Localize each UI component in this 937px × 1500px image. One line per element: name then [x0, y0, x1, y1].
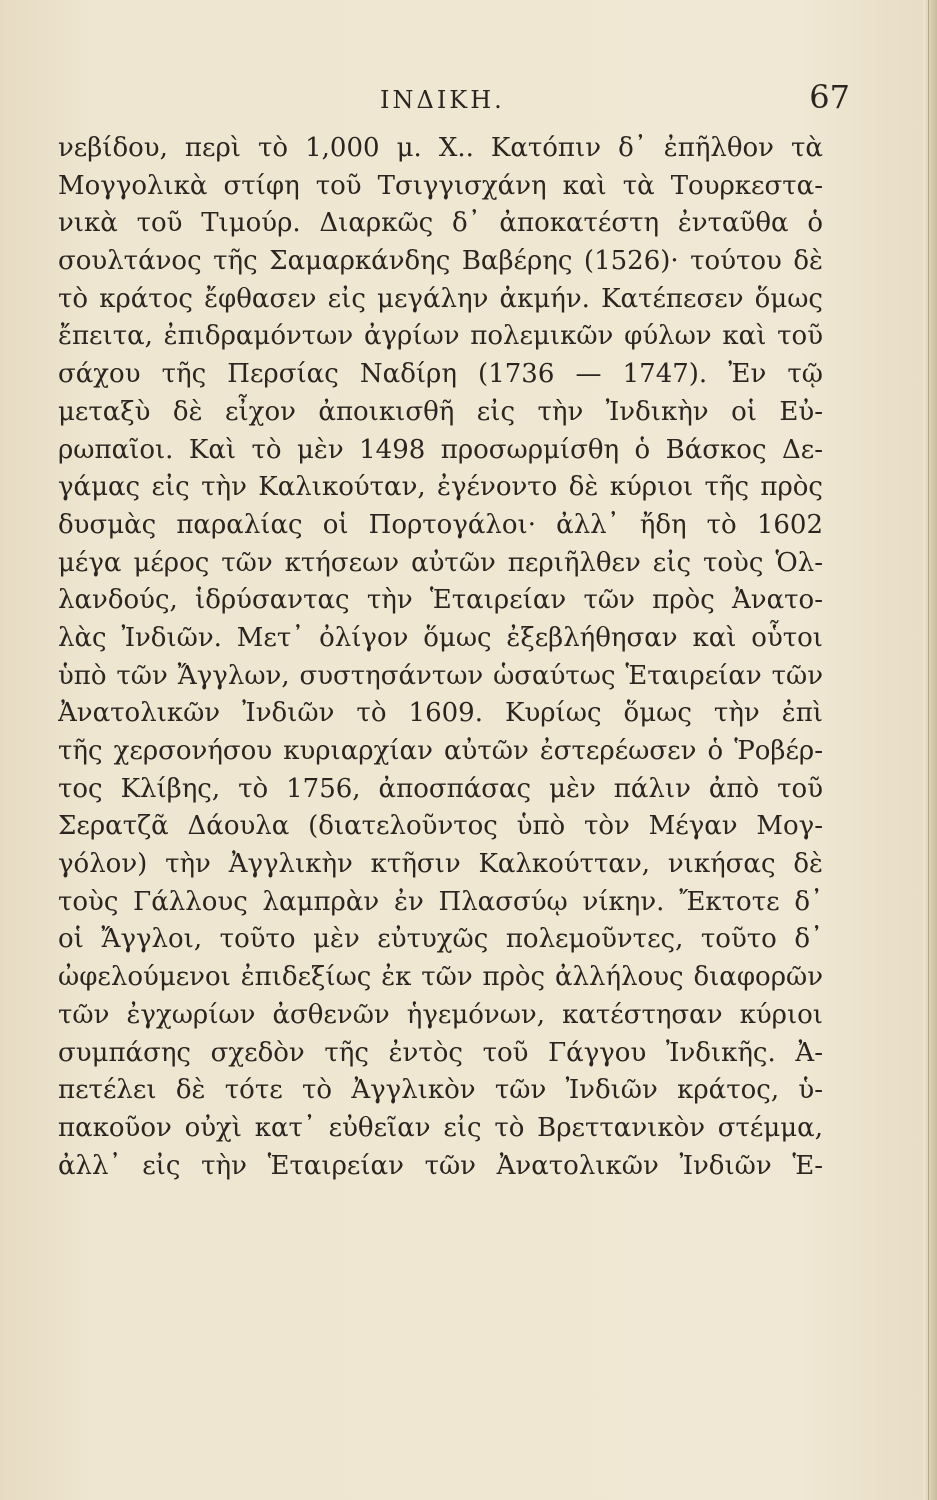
text-line: Μογγολικὰ στίφη τοῦ Τσιγγισχάνη καὶ τὰ Τουρκεστα-	[58, 170, 823, 201]
page-number: 67	[809, 78, 850, 116]
text-line: λὰς Ἰνδιῶν. Μετ᾽ ὀλίγον ὅμως ἐξεβλήθησαν καὶ οὗτοι	[58, 622, 823, 653]
text-line: πετέλει δὲ τότε τὸ Ἀγγλικὸν τῶν Ἰνδιῶν κράτος, ὑ-	[58, 1075, 823, 1106]
text-line: ὠφελούμενοι ἐπιδεξίως ἐκ τῶν πρὸς ἀλλήλους διαφορῶν	[58, 962, 823, 993]
page-edge	[923, 0, 937, 1500]
text-line: λανδούς, ἱδρύσαντας τὴν Ἑταιρείαν τῶν πρὸς Ἀνατο-	[58, 585, 823, 616]
text-line: ὑπὸ τῶν Ἄγγλων, συστησάντων ὡσαύτως Ἑταιρείαν τῶν	[58, 660, 823, 691]
page-edge-line	[928, 0, 929, 1500]
text-line: τὸ κράτος ἔφθασεν εἰς μεγάλην ἀκμήν. Κατέπεσεν ὅμως	[58, 283, 823, 314]
page-header	[60, 78, 850, 124]
text-line: τοὺς Γάλλους λαμπρὰν ἐν Πλασσύῳ νίκην. Ἔκτοτε δ᾽	[58, 886, 823, 917]
text-line: δυσμὰς παραλίας οἱ Πορτογάλοι· ἀλλ᾽ ἤδη τὸ 1602	[58, 509, 823, 540]
text-line: νεβίδου, περὶ τὸ 1,000 μ. Χ.. Κατόπιν δ᾽ ἐπῆλθον τὰ	[58, 133, 823, 163]
text-line: Σερατζᾶ Δάουλα (διατελοῦντος ὑπὸ τὸν Μέγαν Μογ-	[58, 811, 823, 842]
text-line: ἀλλ᾽ εἰς τὴν Ἑταιρείαν τῶν Ἀνατολικῶν Ἰνδιῶν Ἑ-	[58, 1150, 823, 1181]
text-line: συμπάσης σχεδὸν τῆς ἐντὸς τοῦ Γάγγου Ἰνδικῆς. Ἀ-	[58, 1037, 823, 1068]
text-line: οἱ Ἄγγλοι, τοῦτο μὲν εὐτυχῶς πολεμοῦντες, τοῦτο δ᾽	[58, 924, 823, 955]
text-line: τος Κλίβης, τὸ 1756, ἀποσπάσας μὲν πάλιν ἀπὸ τοῦ	[58, 773, 823, 804]
text-line: τῶν ἐγχωρίων ἀσθενῶν ἡγεμόνων, κατέστησαν κύριοι	[58, 999, 823, 1030]
text-line: μέγα μέρος τῶν κτήσεων αὐτῶν περιῆλθεν εἰς τοὺς Ὁλ-	[58, 547, 823, 578]
text-line: τῆς χερσονήσου κυριαρχίαν αὐτῶν ἐστερέωσεν ὁ Ῥοβέρ-	[58, 736, 823, 766]
text-line: μεταξὺ δὲ εἶχον ἀποικισθῆ εἰς τὴν Ἰνδικὴν οἱ Εὐ-	[58, 396, 823, 427]
text-line: γάμας εἰς τὴν Καλικούταν, ἐγένοντο δὲ κύριοι τῆς πρὸς	[58, 472, 823, 503]
text-line: Ἀνατολικῶν Ἰνδιῶν τὸ 1609. Κυρίως ὅμως τὴν ἐπὶ	[58, 698, 823, 729]
text-line: ἔπειτα, ἐπιδραμόντων ἀγρίων πολεμικῶν φύλων καὶ τοῦ	[58, 321, 823, 352]
text-line: σουλτάνος τῆς Σαμαρκάνδης Βαβέρης (1526)· τούτου δὲ	[58, 246, 823, 277]
body-text	[58, 130, 823, 1185]
text-line: γόλον) τὴν Ἀγγλικὴν κτῆσιν Καλκούτταν, νικήσας δὲ	[58, 849, 823, 880]
text-line: πακοῦον οὐχὶ κατ᾽ εὐθεῖαν εἰς τὸ Βρεττανικὸν στέμμα,	[58, 1112, 823, 1143]
text-line: σάχου τῆς Περσίας Ναδίρη (1736 — 1747). Ἐν τῷ	[58, 359, 823, 390]
running-head: ΙΝΔΙΚΗ.	[380, 86, 505, 114]
text-line: νικὰ τοῦ Τιμούρ. Διαρκῶς δ᾽ ἀποκατέστη ἐνταῦθα ὁ	[58, 208, 823, 239]
text-line: ρωπαῖοι. Καὶ τὸ μὲν 1498 προσωρμίσθη ὁ Βάσκος Δε-	[58, 434, 823, 465]
